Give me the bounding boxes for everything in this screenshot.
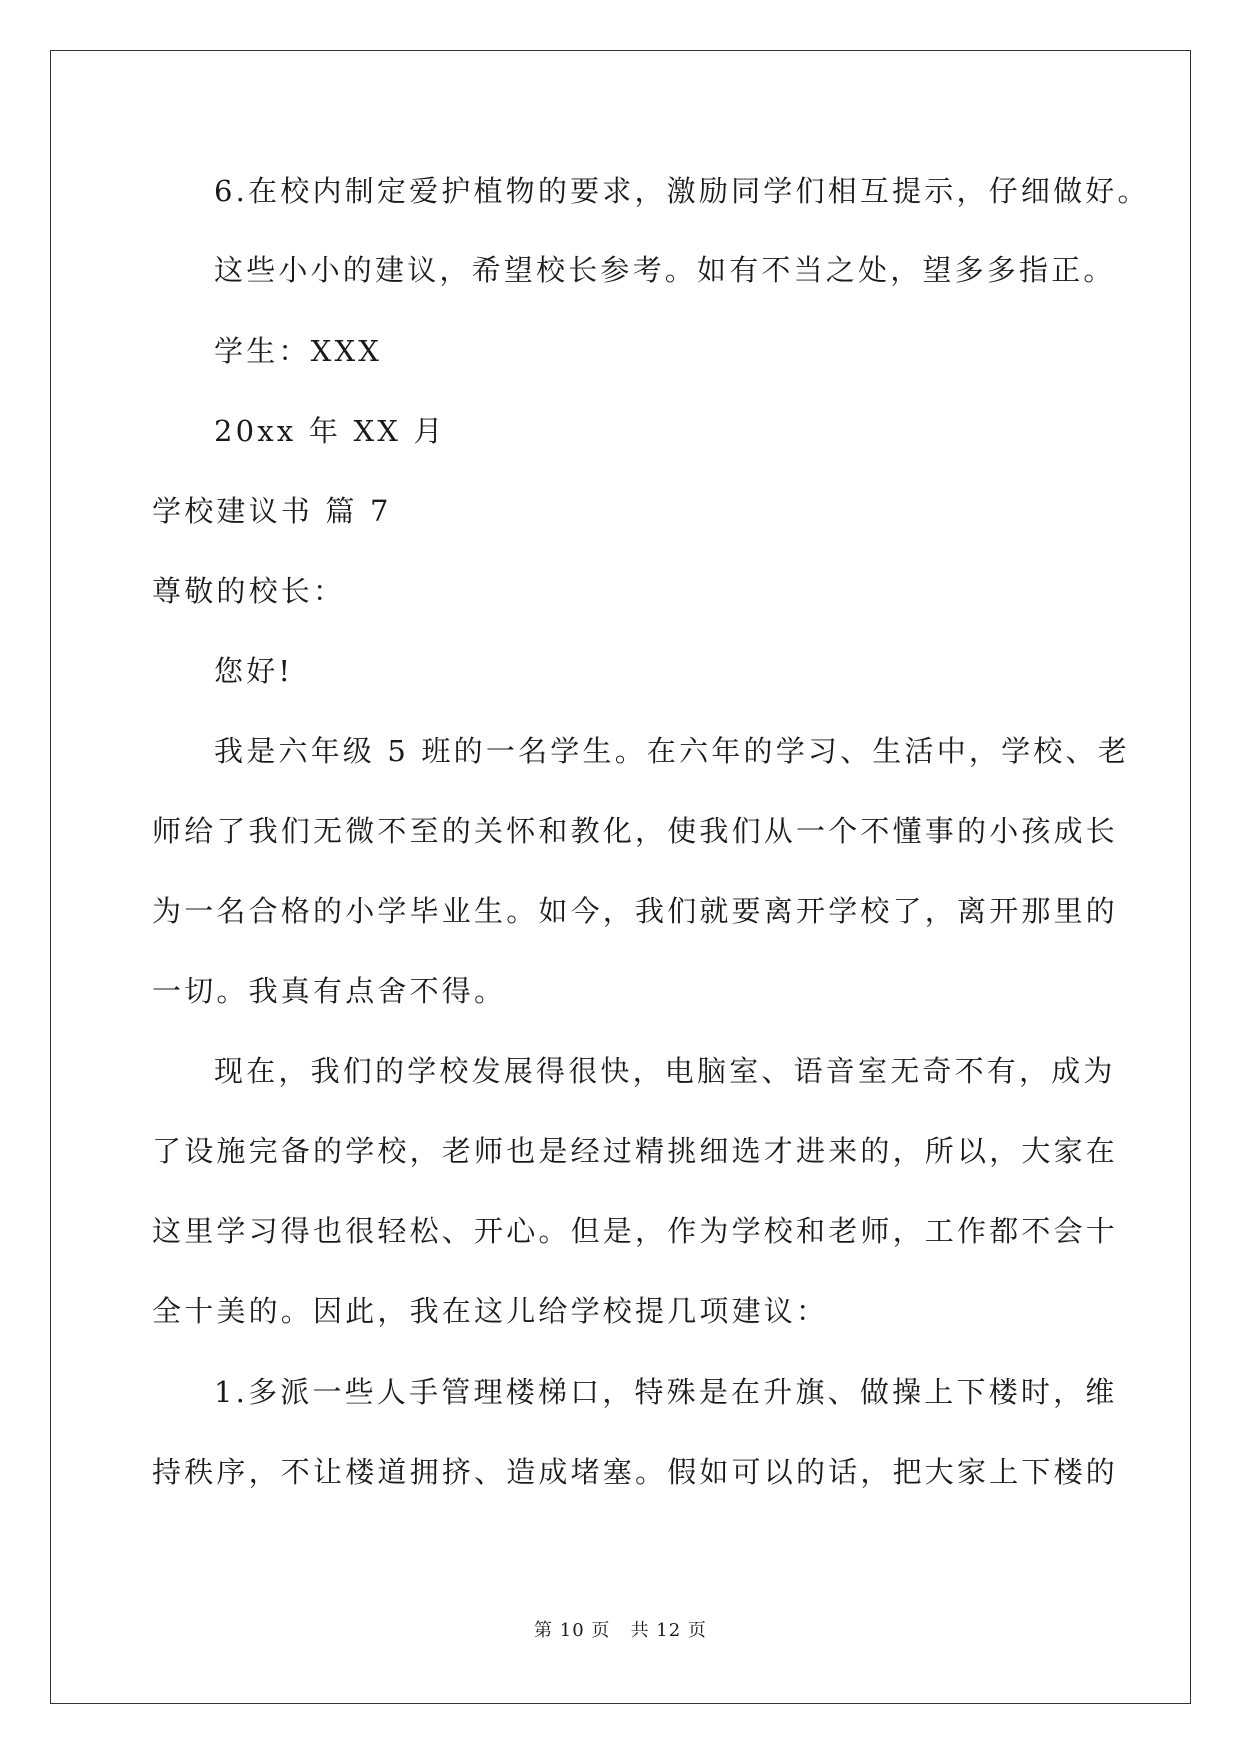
- paragraph-line: 为一名合格的小学毕业生。如今，我们就要离开学校了，离开那里的: [152, 894, 1119, 928]
- paragraph-line: 这里学习得也很轻松、开心。但是，作为学校和老师，工作都不会十: [152, 1214, 1119, 1248]
- paragraph-line: 师给了我们无微不至的关怀和教化，使我们从一个不懂事的小孩成长: [152, 814, 1119, 848]
- page-number: 第 10 页: [534, 1620, 611, 1641]
- paragraph-line: 6.在校内制定爱护植物的要求，激励同学们相互提示，仔细做好。: [214, 174, 1150, 208]
- signature-student: 学生：XXX: [214, 334, 383, 368]
- paragraph-line: 持秩序，不让楼道拥挤、造成堵塞。假如可以的话，把大家上下楼的: [152, 1455, 1119, 1489]
- salutation: 尊敬的校长：: [152, 574, 346, 608]
- paragraph-line: 我是六年级 5 班的一名学生。在六年的学习、生活中，学校、老: [214, 734, 1130, 768]
- page-total: 共 12 页: [630, 1620, 707, 1641]
- paragraph-line: 全十美的。因此，我在这儿给学校提几项建议：: [152, 1294, 829, 1328]
- paragraph-line: 一切。我真有点舍不得。: [152, 974, 507, 1008]
- paragraph-line: 现在，我们的学校发展得很快，电脑室、语音室无奇不有，成为: [214, 1054, 1116, 1088]
- paragraph-line: 了设施完备的学校，老师也是经过精挑细选才进来的，所以，大家在: [152, 1134, 1119, 1168]
- page-footer: [0, 1616, 1241, 1642]
- paragraph-line: 这些小小的建议，希望校长参考。如有不当之处，望多多指正。: [214, 253, 1116, 287]
- section-title: 学校建议书 篇 7: [152, 494, 392, 528]
- greeting: 您好!: [214, 654, 294, 688]
- signature-date: 20xx 年 XX 月: [214, 414, 446, 448]
- paragraph-line: 1.多派一些人手管理楼梯口，特殊是在升旗、做操上下楼时，维: [214, 1375, 1118, 1409]
